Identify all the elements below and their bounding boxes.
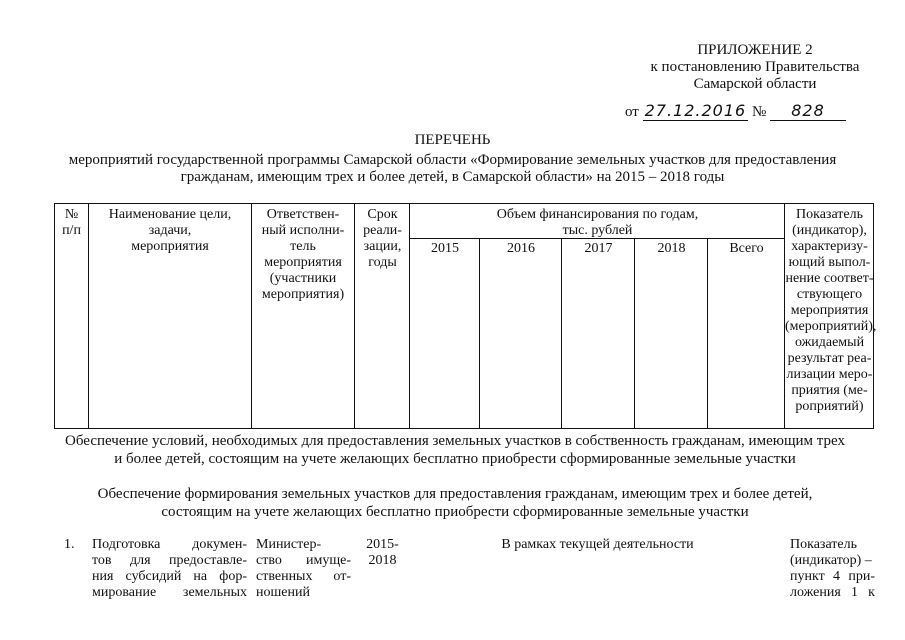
row1-name: Подготовка докумен- тов для предоставле- ния субсидий на фор- мирование земельных: [92, 537, 247, 600]
appendix-line2: Самарской области: [693, 76, 817, 92]
row1-financing: В рамках текущей деятельности: [501, 537, 694, 552]
table-header: [54, 203, 877, 429]
col-financing-header: Объем финансирования по годам, тыс. рублей: [496, 207, 699, 238]
row1-executor: Министер- ство имуще- ственных от- ношений: [256, 537, 351, 600]
row1-term: 2015- 2018: [366, 537, 399, 568]
year-2016-header: 2016: [507, 241, 535, 256]
col-executor-header: Ответствен- ный исполни- тель мероприятия (участники мероприятия): [261, 207, 345, 302]
year-2015-header: 2015: [431, 241, 459, 256]
document-subtitle-line1: мероприятий государственной программы Самарской области «Формирование земельных участков для предоставления: [68, 152, 837, 168]
col-indicator-header: Показатель (индикатор), характеризу- ющий выпол- нение соответ- ствующего мероприятия (мероприятий), ожидаемый результат реа- лизации меро- приятия (ме- роприятий): [785, 207, 877, 414]
appendix-title: ПРИЛОЖЕНИЕ 2: [697, 42, 813, 58]
row1-number: 1.: [64, 537, 75, 552]
col-term-header: Срок реали- зации, годы: [363, 207, 402, 270]
document-subtitle-line2: гражданам, имеющим трех и более детей, в Самарской области» на 2015 – 2018 годы: [180, 169, 725, 185]
row1-indicator: Показатель (индикатор) – пункт 4 при- ложения 1 к: [790, 537, 875, 600]
total-header: Всего: [729, 241, 764, 256]
date-value: 27.12.2016: [644, 101, 747, 120]
appendix-block: [640, 42, 870, 93]
goal-line1: Обеспечение условий, необходимых для предоставления земельных участков в собственность гражданам, имеющим трех: [65, 433, 845, 449]
year-2017-header: 2017: [584, 241, 613, 256]
col-num-header: № п/п: [62, 207, 81, 238]
goal-line2: и более детей, состоящим на учете желающих бесплатно приобрести сформированные земельные участки: [114, 451, 796, 467]
task-line2: состоящим на учете желающих бесплатно приобрести сформированные земельные участки: [161, 504, 749, 520]
task-line1: Обеспечение формирования земельных участков для предоставления гражданам, имеющим трех и более детей,: [97, 486, 813, 502]
appendix-date-line: [625, 101, 846, 121]
date-prefix: от: [625, 104, 639, 120]
year-2018-header: 2018: [657, 241, 686, 256]
number-value: 828: [770, 101, 846, 121]
document-title: ПЕРЕЧЕНЬ: [414, 132, 491, 148]
number-prefix: №: [751, 104, 767, 120]
col-name-header: Наименование цели, задачи, мероприятия: [108, 207, 232, 254]
appendix-line1: к постановлению Правительства: [650, 59, 860, 75]
